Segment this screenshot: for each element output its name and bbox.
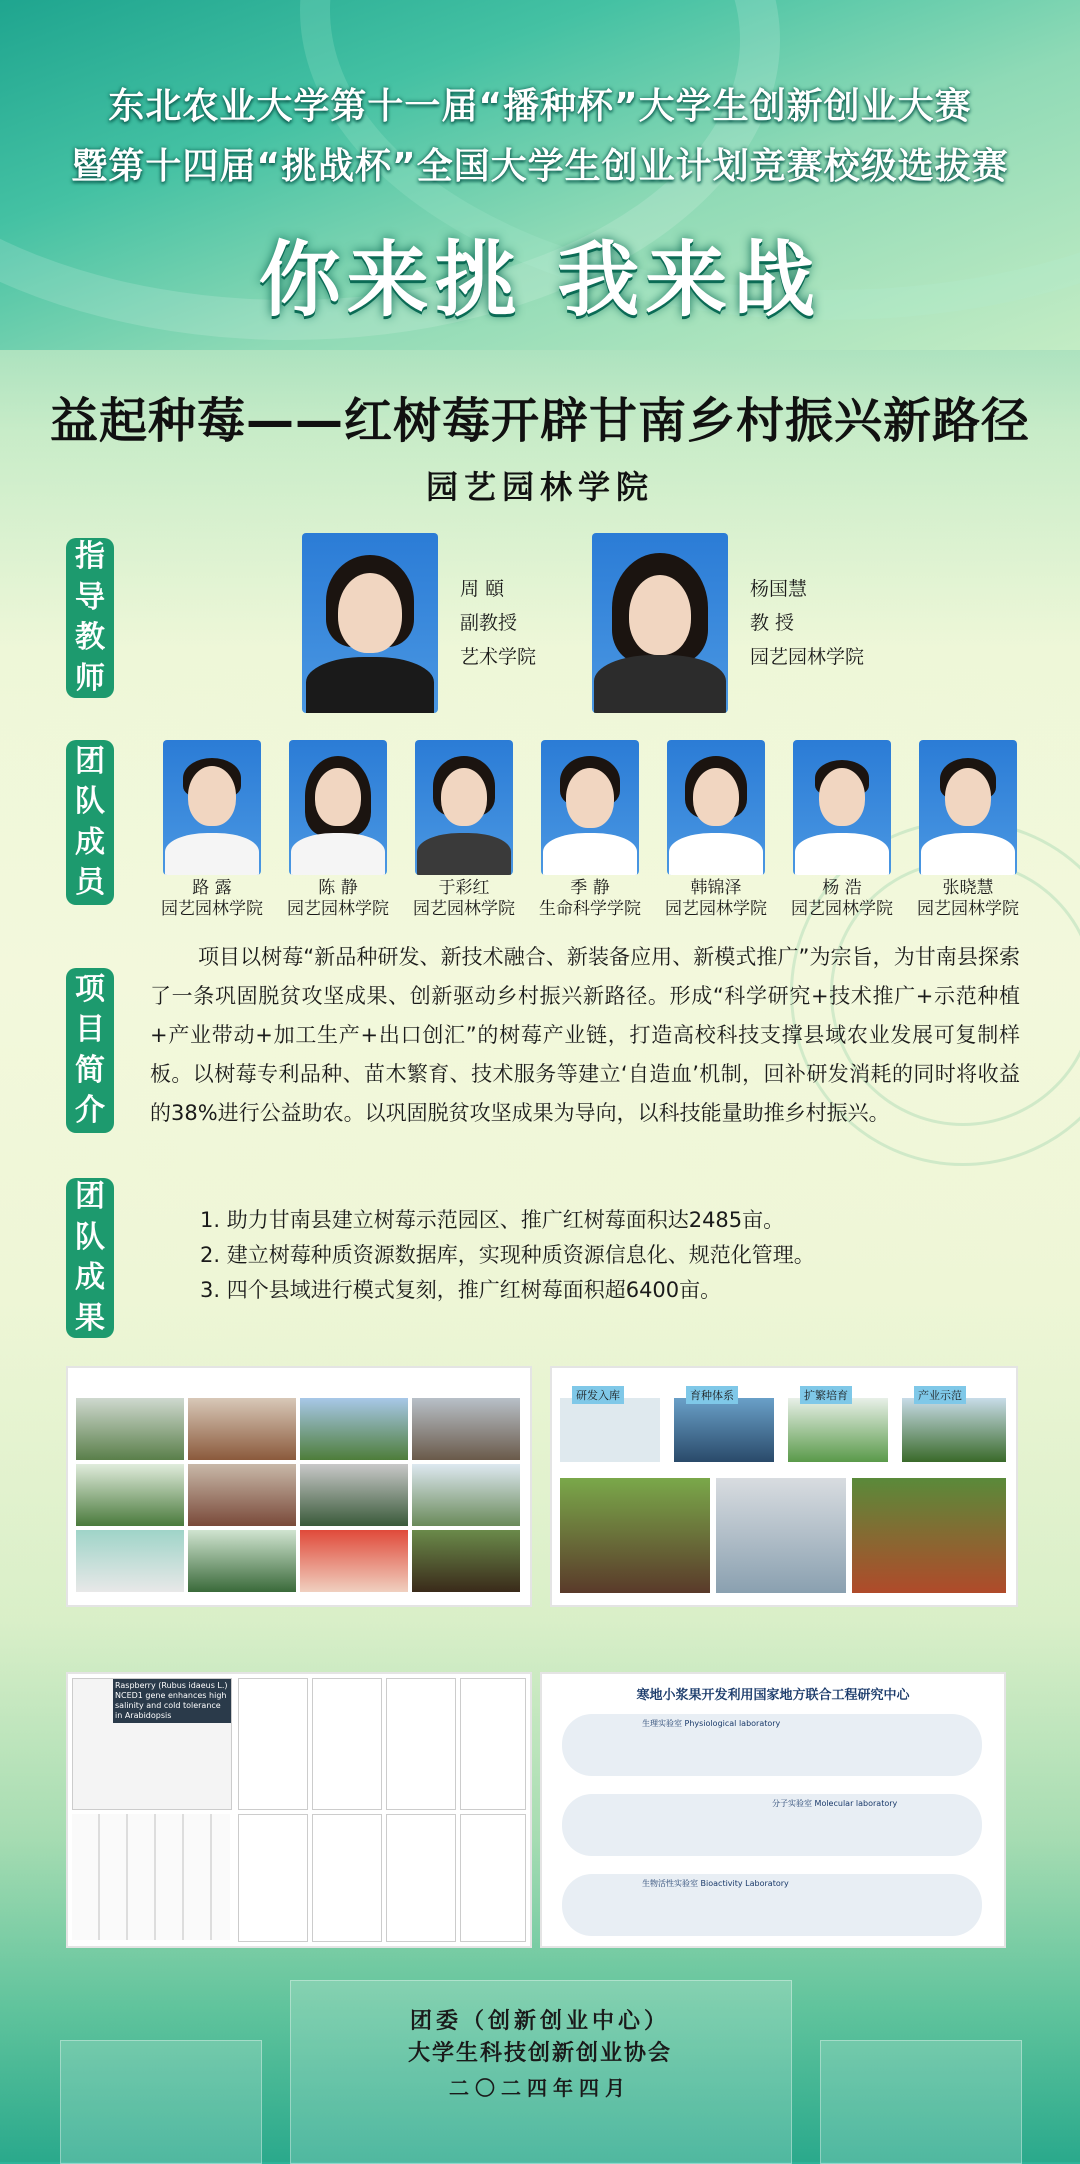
member-info bbox=[530, 878, 650, 920]
label-char: 简 bbox=[75, 1052, 105, 1088]
result-item: 1. 助力甘南县建立树莓示范园区、推广红树莓面积达2485亩。 bbox=[200, 1208, 785, 1232]
certificate-document bbox=[238, 1678, 308, 1810]
photo-tile bbox=[412, 1530, 520, 1592]
member-college: 生命科学学院 bbox=[539, 899, 641, 919]
footer-date: 二〇二四年四月 bbox=[449, 2076, 631, 2100]
label-char: 指 bbox=[75, 539, 105, 574]
lab-section-label: 生理实验室 Physiological laboratory bbox=[642, 1719, 781, 1728]
label-char: 队 bbox=[75, 784, 105, 819]
photo-tile bbox=[716, 1478, 846, 1593]
certificate-document bbox=[460, 1678, 526, 1810]
certificate-document bbox=[386, 1814, 456, 1942]
process-collage bbox=[550, 1366, 1018, 1607]
photo-tile bbox=[76, 1464, 184, 1526]
activity-photo-collage bbox=[66, 1366, 532, 1607]
process-step: 研发入库 bbox=[572, 1386, 624, 1404]
member-info bbox=[908, 878, 1028, 920]
member-info bbox=[152, 878, 272, 920]
photo-tile bbox=[852, 1478, 1006, 1593]
photo-tile bbox=[300, 1464, 408, 1526]
advisor-photo bbox=[302, 533, 438, 713]
competition-title-line2: 暨第十四届“挑战杯”全国大学生创业计划竞赛校级选拔赛 bbox=[71, 146, 1009, 187]
member-college: 园艺园林学院 bbox=[413, 899, 515, 919]
photo-tile bbox=[560, 1398, 660, 1462]
process-step: 扩繁培育 bbox=[800, 1386, 852, 1404]
advisor-college: 园艺园林学院 bbox=[750, 646, 865, 668]
photo-tile bbox=[412, 1398, 520, 1460]
member-name: 于彩红 bbox=[438, 878, 490, 898]
process-step: 育种体系 bbox=[686, 1386, 738, 1404]
member-college: 园艺园林学院 bbox=[161, 899, 263, 919]
label-char: 果 bbox=[75, 1300, 105, 1336]
member-college: 园艺园林学院 bbox=[917, 899, 1019, 919]
photo-tile bbox=[300, 1398, 408, 1460]
label-char: 员 bbox=[75, 865, 105, 900]
certificate-document bbox=[238, 1814, 308, 1942]
certificate-document bbox=[312, 1678, 382, 1810]
photo-tile bbox=[300, 1530, 408, 1592]
member-photo bbox=[289, 740, 387, 875]
member-info bbox=[278, 878, 398, 920]
label-char: 团 bbox=[75, 743, 105, 779]
intro-label bbox=[66, 968, 114, 1133]
lab-collage bbox=[540, 1672, 1006, 1948]
label-char: 队 bbox=[75, 1219, 105, 1255]
advisor-title: 教 授 bbox=[750, 612, 795, 634]
member-photo bbox=[163, 740, 261, 875]
advisor-info bbox=[460, 572, 536, 674]
results-label bbox=[66, 1178, 114, 1338]
advisor-name: 周 頤 bbox=[460, 578, 505, 600]
label-char: 介 bbox=[75, 1093, 105, 1128]
member-college: 园艺园林学院 bbox=[287, 899, 389, 919]
member-name: 路 露 bbox=[192, 878, 232, 898]
advisor-name: 杨国慧 bbox=[750, 578, 808, 600]
photo-tile bbox=[902, 1398, 1006, 1462]
certificate-document bbox=[312, 1814, 382, 1942]
label-char: 成 bbox=[75, 1260, 105, 1295]
label-char: 导 bbox=[75, 579, 105, 615]
project-college: 园艺园林学院 bbox=[425, 468, 654, 506]
member-info bbox=[404, 878, 524, 920]
photo-tile bbox=[412, 1464, 520, 1526]
photo-tile bbox=[560, 1478, 710, 1593]
label-char: 团 bbox=[75, 1179, 105, 1214]
result-item: 2. 建立树莓种质资源数据库，实现种质资源信息化、规范化管理。 bbox=[200, 1243, 815, 1267]
member-photo bbox=[415, 740, 513, 875]
member-name: 季 静 bbox=[570, 878, 610, 898]
label-char: 教 bbox=[75, 620, 105, 655]
lab-section-label: 生物活性实验室 Bioactivity Laboratory bbox=[642, 1879, 789, 1888]
certificate-document bbox=[460, 1814, 526, 1942]
photo-tile bbox=[76, 1398, 184, 1460]
label-char: 目 bbox=[75, 1012, 105, 1047]
certificate-stack bbox=[72, 1814, 230, 1940]
label-char: 成 bbox=[75, 824, 105, 860]
member-photo bbox=[667, 740, 765, 875]
paper-banner: Raspberry (Rubus idaeus L.) NCED1 gene enhances high salinity and cold tolerance in Arabidopsis bbox=[113, 1679, 231, 1723]
project-intro-text: 项目以树莓“新品种研发、新技术融合、新装备应用、新模式推广”为宗旨，为甘南县探索了一条巩固脱贫攻坚成果、创新驱动乡村振兴新路径。形成“科学研究+技术推广+示范种植+产业带动+加工生产+出口创汇”的树莓产业链，打造高校科技支撑县域农业发展可复制样板。以树莓专利品种、苗木繁育、技术服务等建立‘自造血’机制，回补研发消耗的同时将收益的38%进行公益助农。以巩固脱贫攻坚成果为导向，以科技能量助推乡村振兴。 bbox=[150, 945, 1020, 1125]
lab-section-label: 分子实验室 Molecular laboratory bbox=[772, 1799, 898, 1808]
member-name: 韩锦泽 bbox=[690, 878, 742, 898]
photo-tile bbox=[76, 1530, 184, 1592]
member-photo bbox=[793, 740, 891, 875]
competition-title-line1: 东北农业大学第十一届“播种杯”大学生创新创业大赛 bbox=[108, 86, 972, 127]
member-photo bbox=[919, 740, 1017, 875]
label-char: 师 bbox=[75, 660, 105, 696]
member-name: 陈 静 bbox=[318, 878, 358, 898]
photo-tile bbox=[188, 1398, 296, 1460]
photo-tile bbox=[674, 1398, 774, 1462]
label-char: 项 bbox=[75, 971, 105, 1007]
advisors-label bbox=[66, 538, 114, 698]
member-name: 张晓慧 bbox=[942, 878, 994, 898]
member-college: 园艺园林学院 bbox=[665, 899, 767, 919]
photo-tile bbox=[188, 1464, 296, 1526]
result-item: 3. 四个县域进行模式复刻，推广红树莓面积超6400亩。 bbox=[200, 1278, 722, 1302]
documents-collage bbox=[66, 1672, 532, 1948]
results-list bbox=[200, 1203, 1020, 1308]
paper-document bbox=[72, 1678, 232, 1810]
process-step: 产业示范 bbox=[914, 1386, 966, 1404]
advisor-college: 艺术学院 bbox=[460, 646, 537, 668]
photo-tile bbox=[188, 1530, 296, 1592]
footer-organizer: 团委（创新创业中心） bbox=[409, 2009, 670, 2034]
slogan: 你来挑 我来战 bbox=[258, 232, 822, 328]
certificate-document bbox=[386, 1678, 456, 1810]
member-college: 园艺园林学院 bbox=[791, 899, 893, 919]
members-label bbox=[66, 740, 114, 905]
member-info bbox=[782, 878, 902, 920]
photo-tile bbox=[788, 1398, 888, 1462]
member-name: 杨 浩 bbox=[822, 878, 862, 898]
advisor-photo bbox=[592, 533, 728, 713]
advisor-info bbox=[750, 572, 864, 674]
member-info bbox=[656, 878, 776, 920]
footer-association: 大学生科技创新创业协会 bbox=[407, 2041, 672, 2066]
advisor-title: 副教授 bbox=[460, 612, 518, 634]
project-title: 益起种莓——红树莓开辟甘南乡村振兴新路径 bbox=[49, 393, 1030, 449]
lab-title: 寒地小浆果开发利用国家地方联合工程研究中心 bbox=[636, 1688, 910, 1703]
member-photo bbox=[541, 740, 639, 875]
